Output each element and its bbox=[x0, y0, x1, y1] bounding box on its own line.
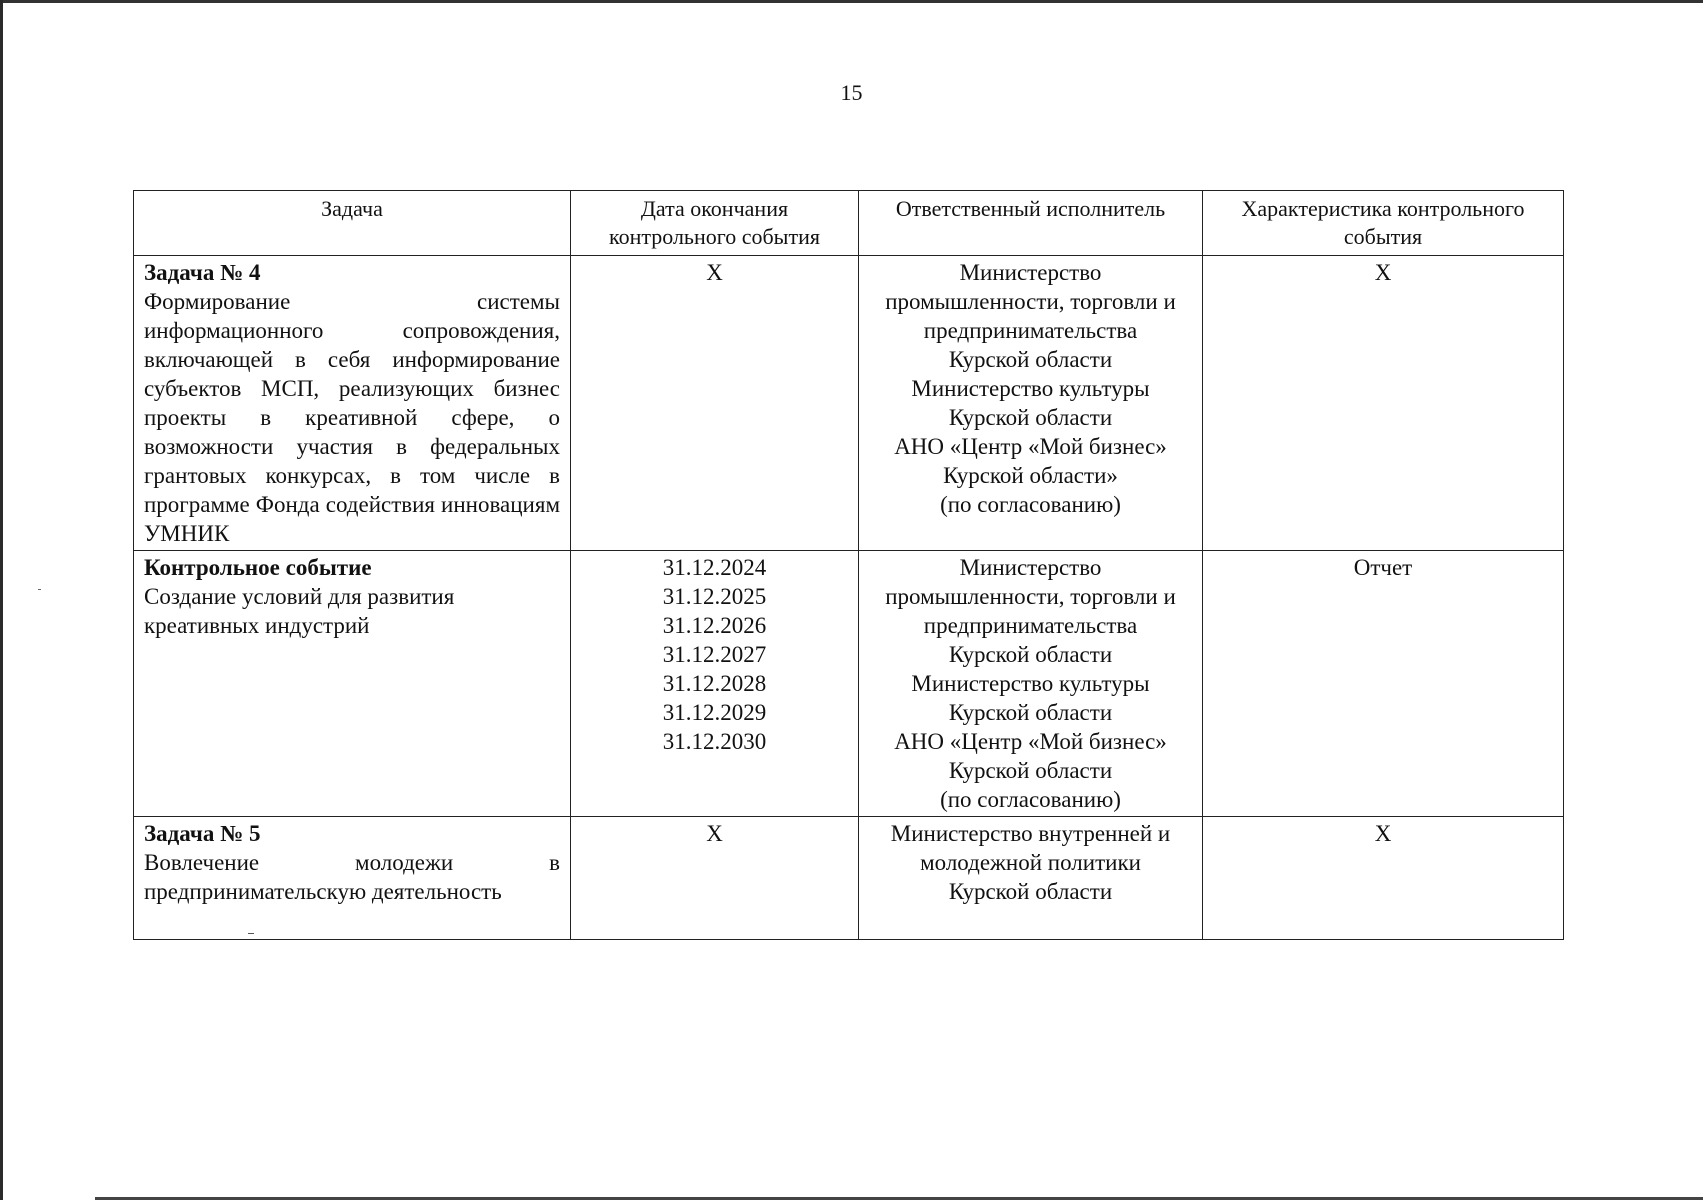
table-row bbox=[134, 817, 1564, 940]
executor-line: Министерство bbox=[959, 555, 1102, 580]
date-value: 31.12.2028 bbox=[662, 671, 767, 696]
date-value: 31.12.2024 bbox=[662, 555, 767, 580]
header-characteristic: Характеристика контрольного события bbox=[1203, 191, 1564, 256]
executor-line: Курской области bbox=[948, 347, 1113, 372]
executor-line: Министерство культуры bbox=[911, 671, 1150, 696]
header-task: Задача bbox=[134, 191, 571, 256]
executor-line: Курской области bbox=[948, 700, 1113, 725]
executor-line: Курской области bbox=[948, 758, 1113, 783]
task-cell bbox=[134, 256, 571, 551]
date-value: 31.12.2027 bbox=[662, 642, 767, 667]
page-number: 15 bbox=[840, 80, 863, 105]
scan-speck bbox=[38, 589, 41, 590]
date-value: 31.12.2026 bbox=[662, 613, 767, 638]
task-title: Задача № 5 bbox=[144, 821, 261, 846]
executor-line: молодежной политики bbox=[920, 850, 1141, 875]
executor-line: (по согласованию) bbox=[940, 787, 1121, 812]
table-header-row bbox=[134, 191, 1564, 256]
executor-line: Министерство культуры bbox=[911, 376, 1150, 401]
event-title: Контрольное событие bbox=[144, 555, 372, 580]
executor-line: промышленности, торговли и bbox=[885, 584, 1176, 609]
executor-line: АНО «Центр «Мой бизнес» bbox=[894, 729, 1167, 754]
header-date: Дата окончания контрольного события bbox=[571, 191, 859, 256]
executor-line: Курской области bbox=[948, 879, 1113, 904]
event-description: Создание условий для развития креативных индустрий bbox=[144, 584, 455, 638]
executor-line: Курской области bbox=[948, 642, 1113, 667]
scan-edge-left bbox=[0, 0, 3, 1200]
task-title: Задача № 4 bbox=[144, 260, 261, 285]
executor-line: Курской области bbox=[948, 405, 1113, 430]
executor-line: Курской области» bbox=[943, 463, 1118, 488]
task-cell bbox=[134, 551, 571, 817]
executor-cell bbox=[859, 551, 1203, 817]
executor-line: Министерство внутренней и bbox=[890, 821, 1171, 846]
date-cell: Х bbox=[571, 256, 859, 551]
characteristic-cell: Х bbox=[1203, 256, 1564, 551]
executor-line: АНО «Центр «Мой бизнес» bbox=[894, 434, 1167, 459]
executor-line: предпринимательства bbox=[923, 318, 1138, 343]
control-events-table bbox=[133, 190, 1564, 940]
table-row bbox=[134, 551, 1564, 817]
task-cell bbox=[134, 817, 571, 940]
executor-line: (по согласованию) bbox=[940, 492, 1121, 517]
executor-line: предпринимательства bbox=[923, 613, 1138, 638]
table-row bbox=[134, 256, 1564, 551]
date-cell: Х bbox=[571, 817, 859, 940]
date-value: 31.12.2030 bbox=[662, 729, 767, 754]
characteristic-cell: Отчет bbox=[1203, 551, 1564, 817]
date-cell bbox=[571, 551, 859, 817]
date-value: 31.12.2025 bbox=[662, 584, 767, 609]
scan-edge-top bbox=[0, 0, 1703, 3]
executor-line: промышленности, торговли и bbox=[885, 289, 1176, 314]
executor-cell bbox=[859, 817, 1203, 940]
date-value: 31.12.2029 bbox=[662, 700, 767, 725]
task-description: Вовлечение молодежи в предпринимательскую деятельность bbox=[144, 850, 560, 904]
header-executor: Ответственный исполнитель bbox=[859, 191, 1203, 256]
task-description: Формирование системы информационного сопровождения, включающей в себя информирование субъектов МСП, реализующих бизнес проекты в креативной сфере, о возможности участия в федеральных грантовых конкурсах, в том числе в программе Фонда содействия инновациям УМНИК bbox=[144, 289, 560, 546]
executor-line: Министерство bbox=[959, 260, 1102, 285]
executor-cell bbox=[859, 256, 1203, 551]
characteristic-cell: Х bbox=[1203, 817, 1564, 940]
